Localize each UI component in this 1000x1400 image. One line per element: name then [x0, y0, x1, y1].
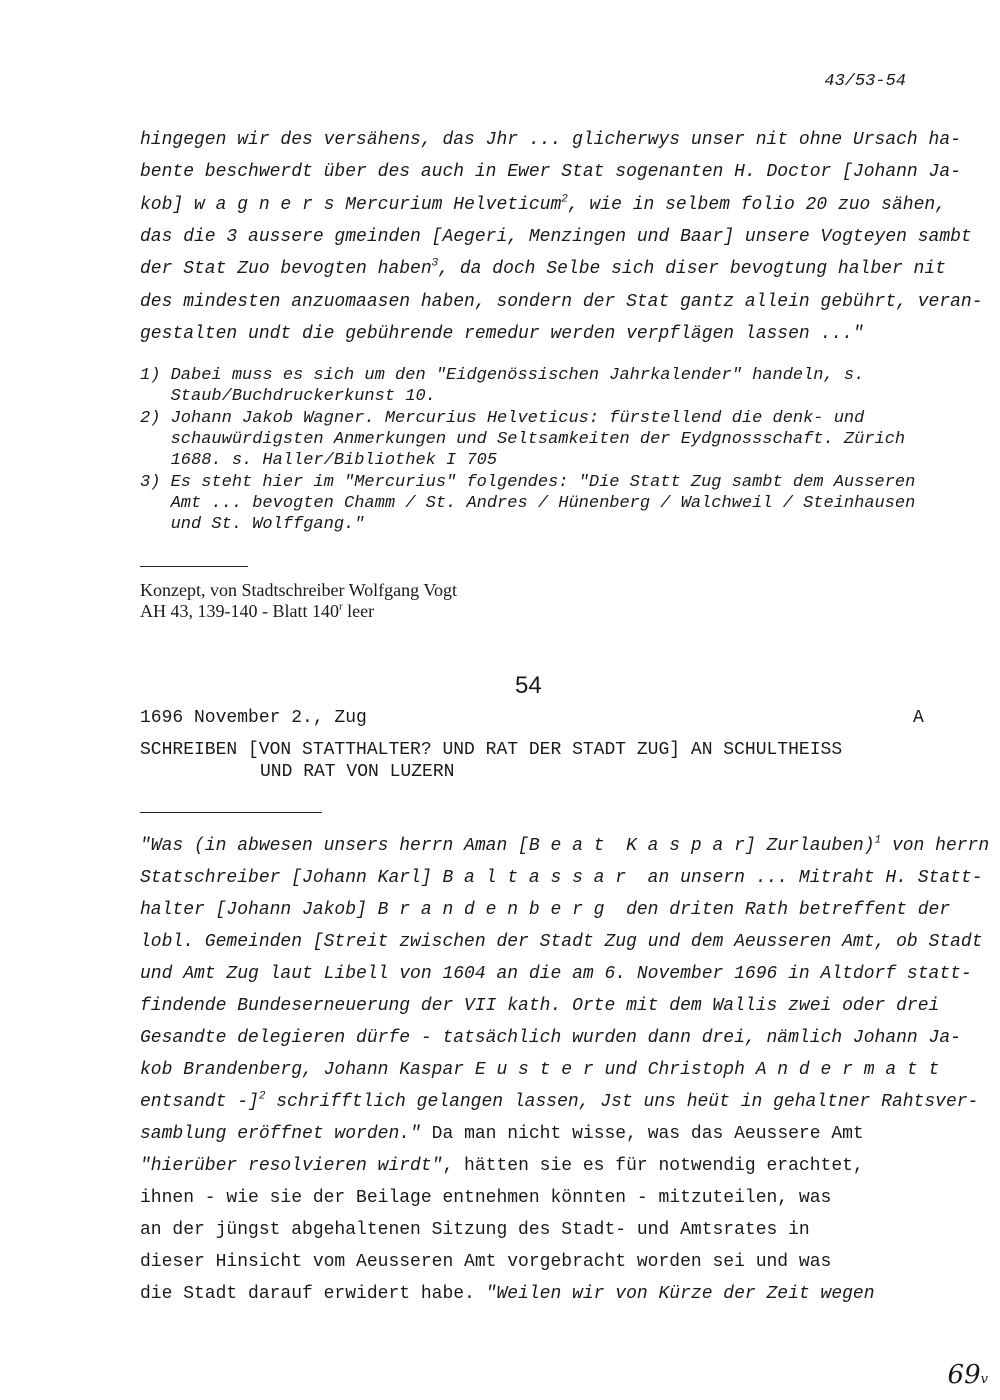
quote-line: gestalten undt die gebührende remedur werden verpflägen lassen ...": [140, 323, 864, 344]
footnote-line: Staub/Buchdruckerkunst 10.: [140, 387, 436, 407]
quote-segment: , da doch Selbe sich diser bevogtung halber nit: [438, 259, 946, 280]
body-line: [140, 900, 950, 920]
body-line: [140, 1028, 961, 1048]
footnote-line: und St. Wolffgang.": [140, 515, 365, 535]
quote-segment: der Stat Zuo bevogten haben: [140, 259, 432, 280]
quote-segment: halter [Johann Jakob] B r a n d e n b e r g den driten Rath betreffent der: [140, 900, 951, 920]
quote-segment: "hierüber resolvieren wirdt": [140, 1156, 443, 1176]
page-number: 43/53-54: [824, 72, 906, 91]
quote-line: hingegen wir des versähens, das Jhr ... glicherwys unser nit ohne Ursach ha-: [140, 130, 961, 150]
body-line: [140, 1060, 939, 1080]
quote-segment: "Weilen wir von Kürze der Zeit wegen: [485, 1284, 875, 1304]
separator-rule: [140, 812, 322, 813]
handwritten-folio-mark: 69v: [947, 1360, 988, 1390]
quote-segment: kob]: [140, 194, 195, 215]
document-type: A: [913, 708, 924, 728]
quote-segment: , wie in selbem folio 20 zuo sähen,: [567, 194, 946, 215]
quote-segment: lobl. Gemeinden [Streit zwischen der Stadt Zug und dem Aeusseren Amt, ob Stadt: [140, 932, 983, 952]
quote-line: das die 3 aussere gmeinden [Aegeri, Menzingen und Baar] unsere Vogteyen sambt: [140, 226, 972, 247]
text-segment: die Stadt darauf erwidert habe.: [140, 1284, 486, 1304]
quote-line: bente beschwerdt über des auch in Ewer Stat sogenanten H. Doctor [Johann Ja-: [140, 162, 961, 183]
footnote-line: Amt ... bevogten Chamm / St. Andres / Hünenberg / Walchweil / Steinhausen: [140, 493, 916, 513]
quote-segment: Statschreiber [Johann Karl] B a l t a s s a r an unsern ... Mitraht H. Statt-: [140, 868, 983, 888]
body-line: [140, 1284, 875, 1304]
footnote-line: schauwürdigsten Anmerkungen und Seltsamkeiten der Eydgnossschaft. Zürich: [140, 429, 906, 449]
quote-segment: "Was (in abwesen unsers herrn Aman [B e a t K a s p a r] Zurlauben): [140, 836, 875, 856]
footnote-line: 1) Dabei muss es sich um den "Eidgenössischen Jahrkalender" handeln, s.: [140, 366, 865, 385]
body-line: [140, 836, 989, 856]
quote-segment: w a g n e r s: [194, 194, 335, 215]
body-line: [140, 1124, 864, 1144]
source-note-line1: Konzept, von Stadtschreiber Wolfgang Vogt: [140, 580, 458, 600]
quote-segment: schrifftlich gelangen lassen, Jst uns heüt in gehaltner Rahtsver-: [265, 1092, 979, 1112]
body-line: [140, 868, 983, 888]
footnote-ref: 2: [561, 192, 568, 205]
text-segment: an der jüngst abgehaltenen Sitzung des Stadt- und Amtsrates in: [140, 1220, 810, 1240]
source-note-line2: AH 43, 139-140 - Blatt 140$^r$ leer: [140, 600, 375, 621]
body-line: [140, 932, 983, 952]
document-number: 54: [515, 672, 542, 699]
quote-segment: von herrn: [881, 836, 990, 856]
body-line: [140, 1220, 810, 1240]
quote-segment: kob Brandenberg, Johann Kaspar E u s t e r und Christoph A n d e r m a t t: [140, 1060, 940, 1080]
footnote-line: 1688. s. Haller/Bibliothek I 705: [140, 451, 498, 471]
body-line: [140, 1156, 864, 1176]
body-line: [140, 964, 972, 984]
quote-line: [140, 259, 946, 279]
date-line: 1696 November 2., Zug: [140, 708, 367, 728]
quote-segment: Mercurium Helveticum: [334, 194, 562, 215]
document-heading-line1: SCHREIBEN [VON STATTHALTER? UND RAT DER STADT ZUG] AN SCHULTHEISS: [140, 740, 843, 760]
quote-line: [140, 192, 946, 215]
quote-segment: und Amt Zug laut Libell von 1604 an die am 6. November 1696 in Altdorf statt-: [140, 964, 972, 984]
document-heading-line2: UND RAT VON LUZERN: [260, 762, 455, 782]
body-line: [140, 1092, 978, 1112]
text-segment: , hätten sie es für notwendig erachtet,: [442, 1156, 864, 1176]
separator-rule: [140, 566, 248, 567]
body-line: [140, 1188, 831, 1208]
footnote-ref: 3: [431, 257, 439, 270]
body-line: [140, 996, 939, 1016]
quote-segment: findende Bundeserneuerung der VII kath. Orte mit dem Wallis zwei oder drei: [140, 996, 940, 1016]
footnote-ref: 1: [874, 834, 882, 847]
quote-segment: Gesandte delegieren dürfe - tatsächlich wurden dann drei, nämlich Johann Ja-: [140, 1028, 961, 1048]
text-segment: Da man nicht wisse, was das Aeussere Amt: [420, 1124, 864, 1144]
quote-segment: samblung eröffnet worden.": [140, 1124, 421, 1144]
footnote-line: 2) Johann Jakob Wagner. Mercurius Helveticus: fürstellend die denk- und: [140, 408, 865, 428]
quote-segment: entsandt -]: [140, 1092, 259, 1112]
text-segment: ihnen - wie sie der Beilage entnehmen könnten - mitzuteilen, was: [140, 1188, 832, 1208]
footnote-line: 3) Es steht hier im "Mercurius" folgendes: "Die Statt Zug sambt dem Ausseren: [140, 472, 916, 492]
text-segment: dieser Hinsicht vom Aeusseren Amt vorgebracht worden sei und was: [140, 1252, 832, 1272]
footnote-ref: 2: [258, 1090, 266, 1103]
body-line: [140, 1252, 831, 1272]
quote-line: des mindesten anzuomaasen haben, sondern der Stat gantz allein gebührt, veran-: [140, 291, 983, 312]
